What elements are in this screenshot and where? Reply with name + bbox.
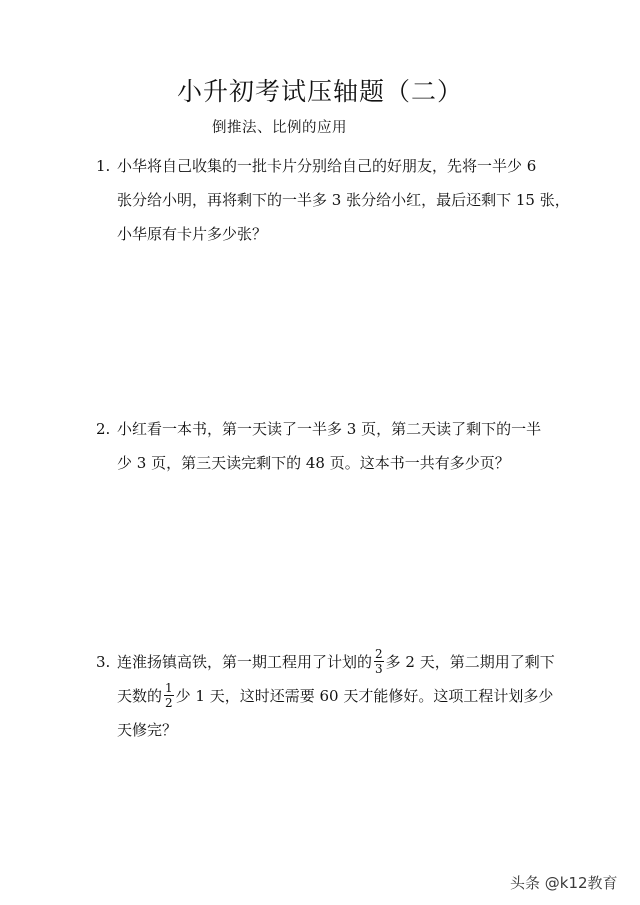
problem-number: 3. (96, 653, 111, 671)
text-segment: 天数的 (117, 687, 163, 705)
problem-text-line: 张分给小明，再将剩下的一半多 3 张分给小红，最后还剩下 15 张， (117, 191, 570, 209)
text-segment: 少 1 天，这时还需要 60 天才能修好。这项工程计划多少 (175, 687, 554, 705)
fraction (374, 648, 384, 675)
text-segment: 连淮扬镇高铁，第一期工程用了计划的 (117, 653, 373, 671)
problem-text-line: 小红看一本书，第一天读了一半多 3 页，第二天读了剩下的一半 (117, 420, 542, 438)
problem-text-line: 小华将自己收集的一批卡片分别给自己的好朋友，先将一半少 6 (117, 157, 537, 175)
problem-text-line: 少 3 页，第三天读完剩下的 48 页。这本书一共有多少页？ (117, 454, 510, 472)
problem-text-line (117, 645, 555, 679)
problem-text-line: 小华原有卡片多少张？ (117, 225, 268, 243)
problem-text-line: 天修完？ (117, 721, 178, 739)
fraction-denominator: 3 (375, 661, 383, 676)
page-title: 小升初考试压轴题（二） (176, 77, 463, 106)
fraction-numerator: 2 (375, 646, 383, 661)
fraction (164, 682, 174, 709)
problem-text-line (117, 679, 553, 713)
text-segment: 多 2 天，第二期用了剩下 (385, 653, 555, 671)
page-subtitle: 倒推法、比例的应用 (212, 120, 347, 136)
problem-number: 1. (96, 157, 111, 175)
fraction-numerator: 1 (165, 680, 173, 695)
watermark: 头条 @k12教育 (510, 874, 618, 892)
problem-number: 2. (96, 420, 111, 438)
fraction-denominator: 2 (165, 695, 173, 710)
